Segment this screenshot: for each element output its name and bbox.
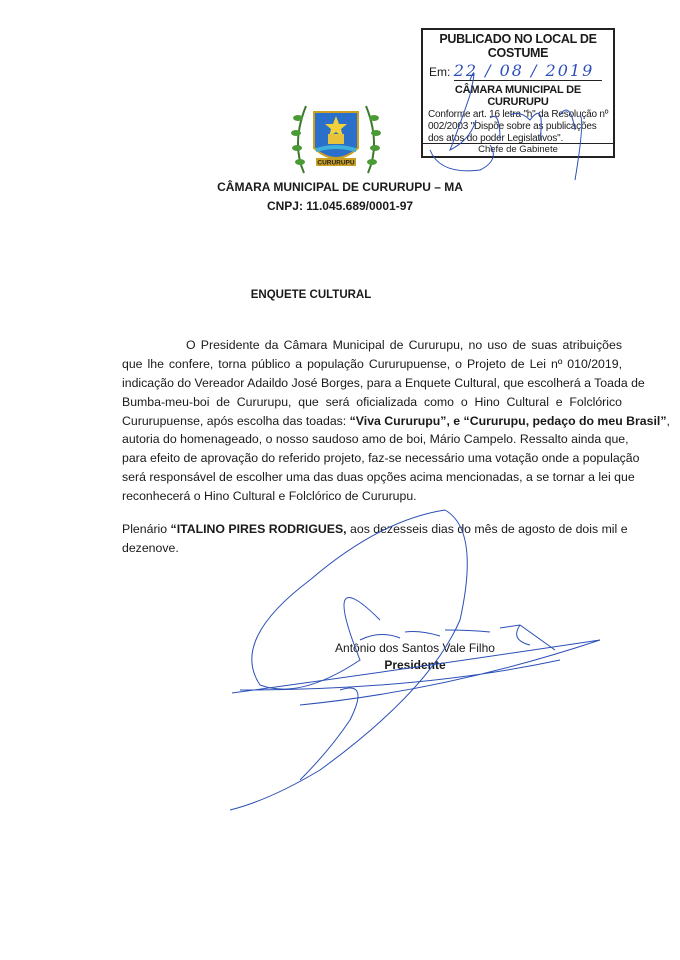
body-line: O Presidente da Câmara Municipal de Cururupu, no uso de suas atribuições (186, 338, 622, 352)
header-cnpj: CNPJ: 11.045.689/0001-97 (266, 199, 414, 213)
body-line: Bumba-meu-boi de Cururupu, que será oficializada como o Hino Cultural e Folclórico (122, 394, 622, 409)
signer-role: Presidente (384, 658, 446, 672)
body-line: indicação do Vereador Adaildo José Borges, para a Enquete Cultural, que escolherá a Toada de (122, 375, 645, 390)
body-line: será responsável de escolher uma das duas opções acima mencionadas, a se tornar a lei que (122, 470, 635, 485)
body-line: Cururupuense, após escolha das toadas: “Viva Cururupu”, e “Cururupu, pedaço do meu Brasil”, (122, 413, 670, 428)
closing-paragraph (122, 520, 628, 558)
logo-text: CURURUPU (317, 159, 355, 167)
body-line: para efeito de aprovação do referido projeto, faz-se necessário uma votação onde a população (122, 451, 640, 466)
publication-stamp (421, 28, 615, 158)
stamp-signer-role: Chefe de Gabinete (423, 143, 613, 156)
plenary-name: “ITALINO PIRES RODRIGUES, (170, 522, 347, 536)
closing-date-text: aos dezesseis dias do mês de agosto de dois mil e (346, 522, 628, 536)
closing-line-2: dezenove. (122, 540, 179, 555)
body-line: reconhecerá o Hino Cultural e Folclórico de Cururupu. (122, 489, 417, 504)
closing-prefix: Plenário (122, 522, 171, 536)
stamp-note: Conforme art. 16 letra "h" da Resolução nº 002/2003 "Dispõe sobre as publicações dos atos do poder Legislativos". (428, 109, 609, 144)
stamp-heading: PUBLICADO NO LOCAL DE COSTUME (439, 32, 597, 60)
document-title: ENQUETE CULTURAL (250, 289, 372, 301)
stamp-date-label: Em: (429, 65, 451, 79)
toadas-names: “Viva Cururupu”, e “Cururupu, pedaço do meu Brasil” (349, 413, 667, 428)
header-institution: CÂMARA MUNICIPAL DE CURURUPU – MA (217, 180, 463, 194)
stamp-institution: CÂMARA MUNICIPAL DE CURURUPU (454, 84, 582, 108)
body-line: autoria do homenageado, o nosso saudoso amo de boi, Mário Campelo. Ressalto ainda que, (122, 432, 629, 447)
body-line-text: Cururupuense, após escolha das toadas: (122, 413, 350, 428)
body-paragraph (122, 336, 670, 506)
stamp-date: 22 / 08 / 2019 (454, 61, 602, 81)
body-line: que lhe confere, torna público a população Cururupuense, o Projeto de Lei nº 010/2019, (122, 356, 622, 371)
signer-name: Antônio dos Santos Vale Filho (335, 641, 495, 655)
municipal-coat-of-arms (286, 98, 386, 180)
